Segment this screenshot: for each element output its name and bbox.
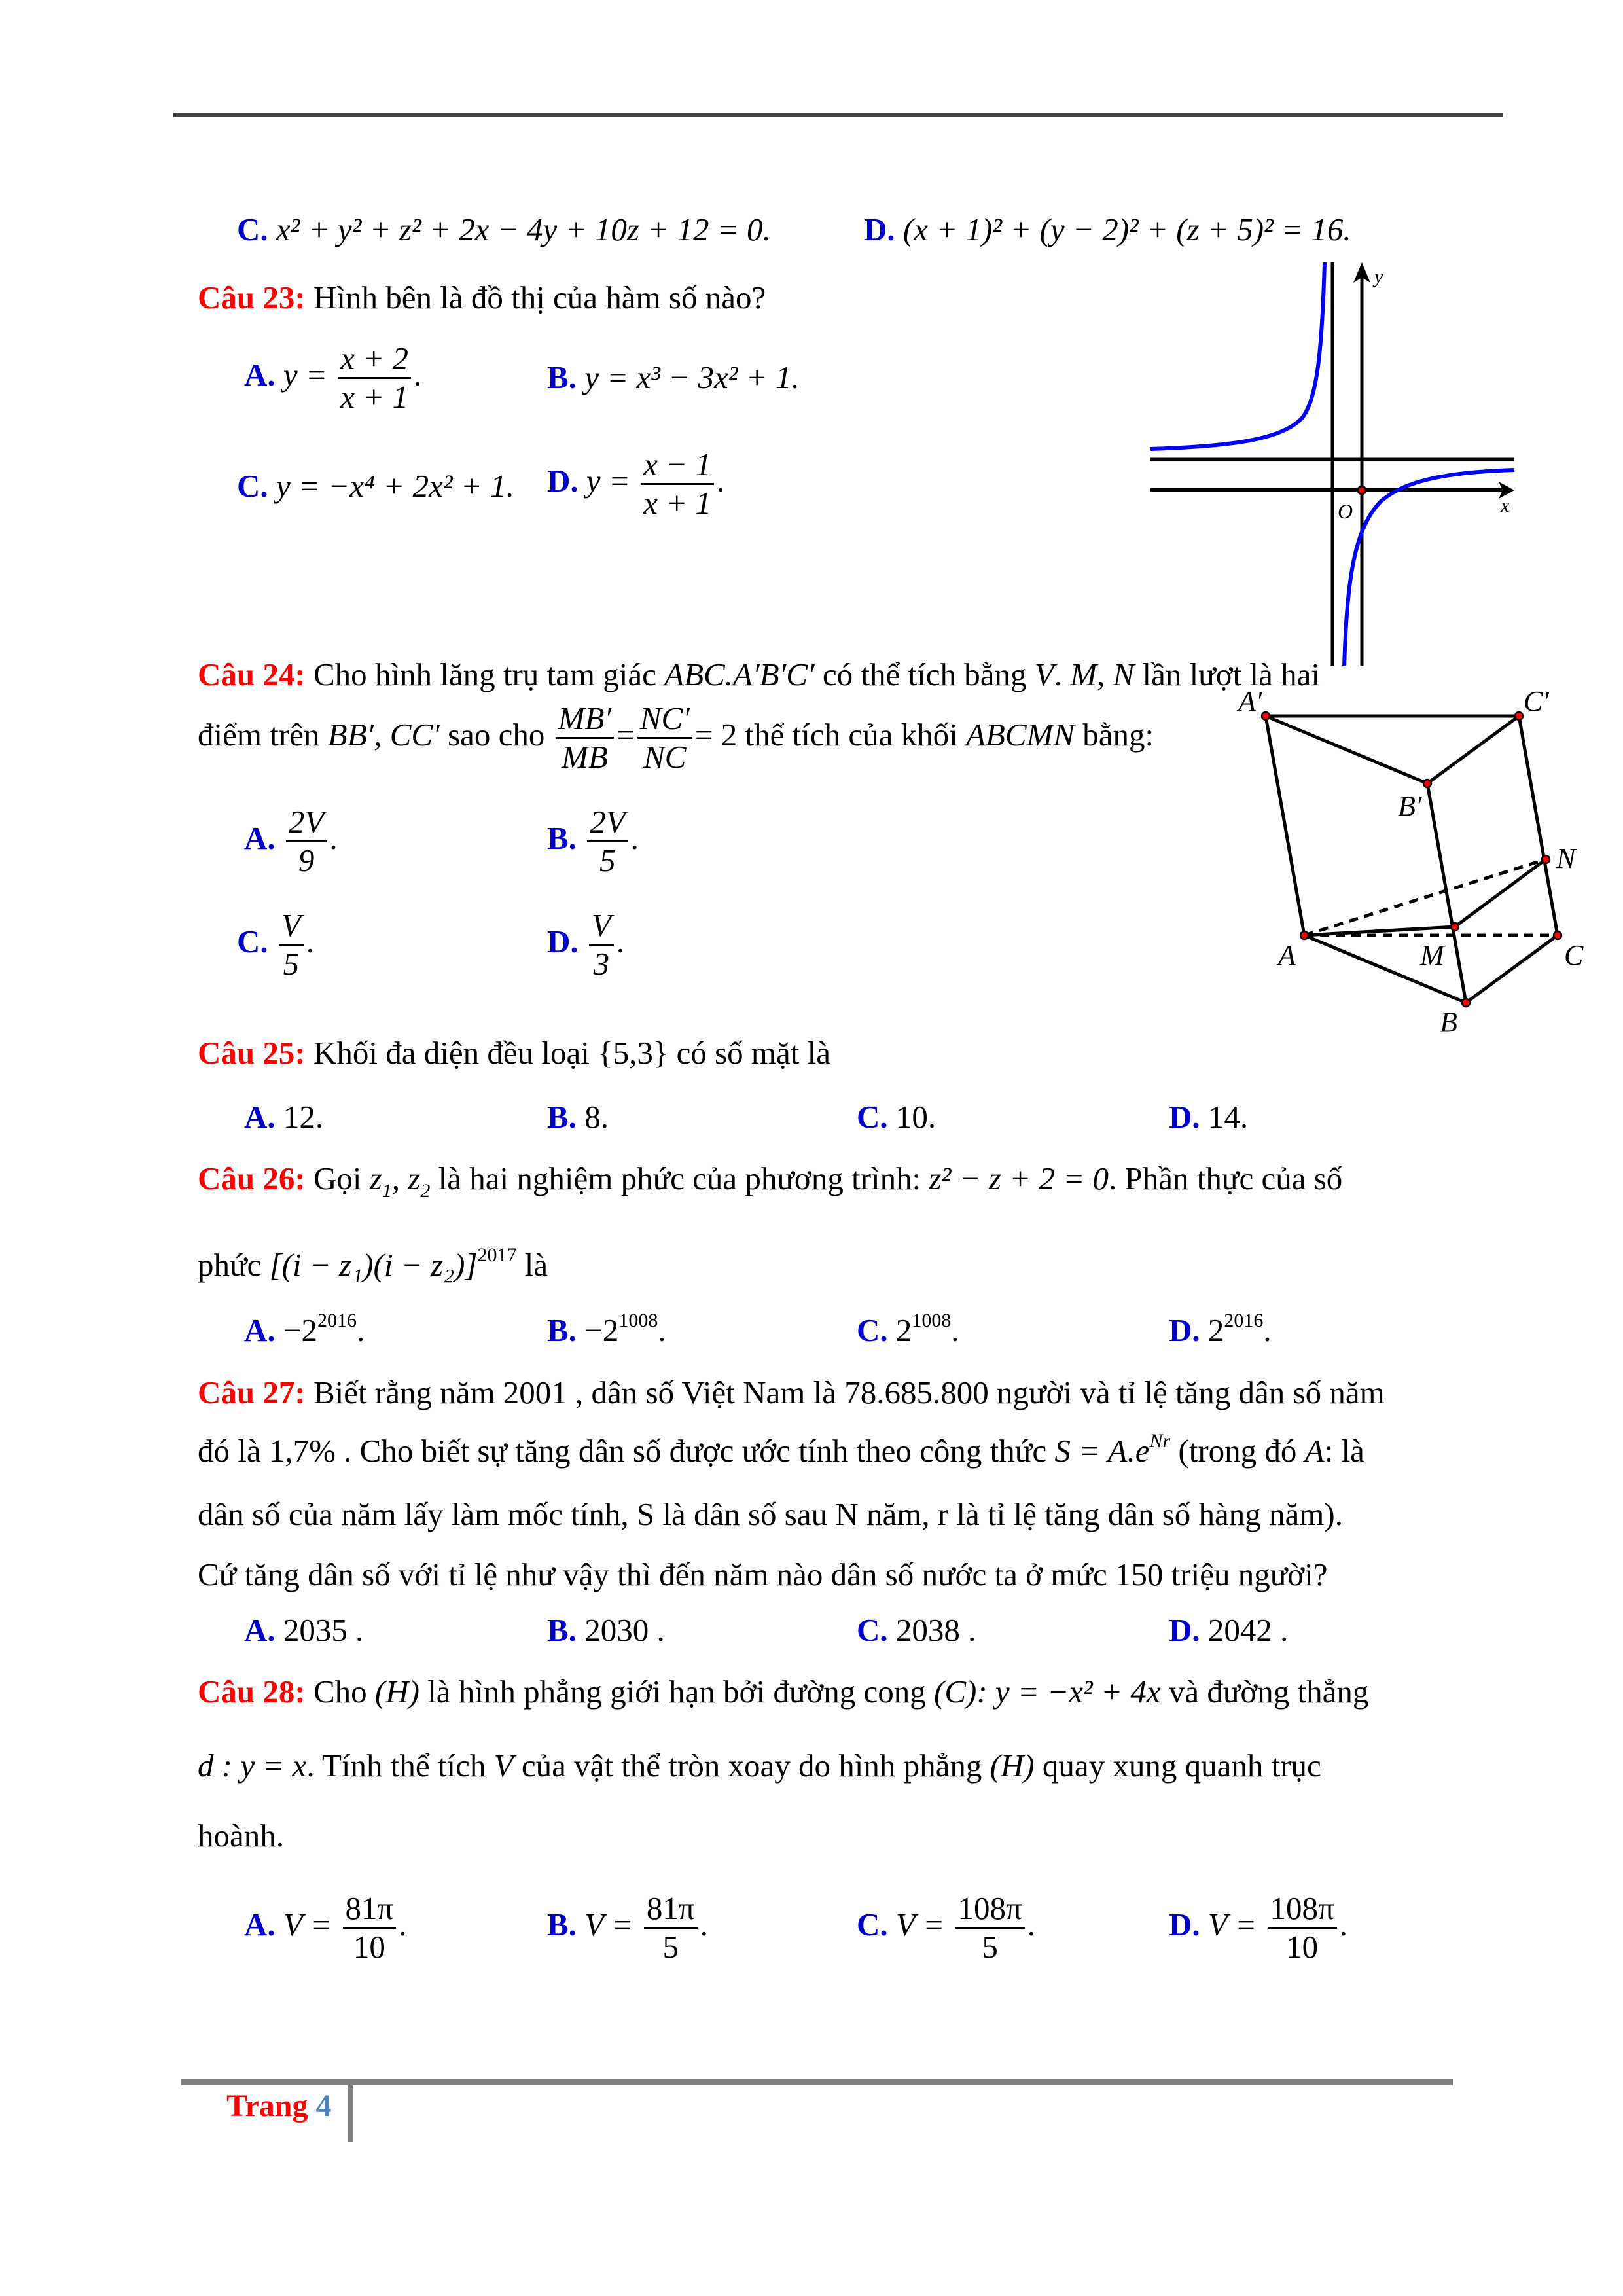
option-fraction xyxy=(279,907,304,983)
option-label: A. xyxy=(244,820,276,857)
curve-right-branch xyxy=(1344,470,1514,666)
question-text: . Phần thực của số xyxy=(1109,1160,1343,1196)
q27-option-d xyxy=(1169,1614,1288,1646)
math-solid: ABCMN xyxy=(965,717,1075,753)
question-text: phức xyxy=(198,1247,262,1283)
question-label: Câu 24: xyxy=(198,656,306,692)
vertex-c-prime xyxy=(1515,712,1523,720)
option-fraction xyxy=(955,1890,1025,1966)
fraction-numerator: MB′ xyxy=(556,700,614,739)
q23-option-a xyxy=(244,340,421,416)
math-n: N xyxy=(1113,656,1135,692)
fraction-numerator: 81π xyxy=(343,1890,397,1929)
fraction-denominator: 5 xyxy=(662,1929,679,1965)
q26-stem-line2 xyxy=(198,1244,548,1283)
math-h: (H) xyxy=(374,1674,419,1710)
page-number xyxy=(226,2088,331,2124)
option-value: 8. xyxy=(584,1099,609,1135)
label-m: M xyxy=(1420,939,1444,971)
label-b-prime: B′ xyxy=(1398,790,1422,822)
page-value: 4 xyxy=(315,2089,332,2123)
math-line-d: d : y = x xyxy=(198,1748,307,1784)
math-roots: $z_1$, $z_2$ xyxy=(369,1160,431,1202)
vertex-a xyxy=(1300,931,1308,939)
option-label: D. xyxy=(864,211,895,247)
question-text: điểm trên xyxy=(198,717,320,753)
option-label: D. xyxy=(1169,1907,1200,1943)
q23-option-b xyxy=(547,361,800,393)
math-a: A xyxy=(1304,1433,1325,1469)
option-base: 2 xyxy=(1207,1312,1224,1348)
vertex-a-prime xyxy=(1262,712,1270,720)
fraction-denominator: 10 xyxy=(1286,1929,1319,1965)
option-expr: y = −x⁴ + 2x² + 1. xyxy=(276,468,514,504)
q24-option-b: B. $\frac{2V}{5}$ . xyxy=(547,804,639,879)
option-label: C. xyxy=(237,468,268,504)
fraction-numerator: 108π xyxy=(1268,1890,1337,1929)
q23-stem xyxy=(198,281,766,314)
q25-option-d xyxy=(1169,1101,1248,1133)
option-expr: (x + 1)² + (y − 2)² + (z + 5)² = 16. xyxy=(902,211,1351,247)
label-c-prime: C′ xyxy=(1524,685,1549,717)
option-label: A. xyxy=(244,1612,276,1648)
fraction-denominator: 3 xyxy=(593,946,610,982)
math-v: V xyxy=(1034,656,1054,692)
math-var: V = xyxy=(1207,1907,1257,1943)
fraction-denominator: NC xyxy=(643,739,687,776)
var-z: z xyxy=(408,1160,421,1196)
q27-option-b xyxy=(547,1614,665,1646)
q26-option-b xyxy=(547,1310,666,1348)
option-label: D. xyxy=(1169,1099,1200,1135)
math-set: {5,3} xyxy=(597,1035,669,1071)
option-fraction xyxy=(641,446,714,522)
option-prefix: y = xyxy=(586,463,630,499)
punct: . xyxy=(658,1312,666,1348)
math-m: M xyxy=(1070,656,1097,692)
label-a: A xyxy=(1278,939,1296,971)
fraction-denominator: 5 xyxy=(982,1929,998,1965)
q27-stem-line4 xyxy=(198,1558,1328,1590)
q24-option-c: C. $\frac{V}{5}$ . xyxy=(237,907,315,982)
q26-stem-line1 xyxy=(198,1160,1343,1202)
q22-option-d xyxy=(864,213,1351,245)
question-label: Câu 23: xyxy=(198,279,306,315)
q27-stem-line1 xyxy=(198,1376,1385,1408)
punct: . xyxy=(1054,656,1062,692)
question-text: Cho xyxy=(313,1674,367,1710)
q28-option-a: A. V = $\frac{81\pi}{10}$ . xyxy=(244,1890,407,1965)
q28-option-d: D. V = $\frac{108\pi}{10}$ . xyxy=(1169,1890,1348,1965)
q23-function-graph xyxy=(1139,249,1558,681)
option-base: −2 xyxy=(283,1312,318,1348)
q26-option-a xyxy=(244,1310,365,1348)
fraction-numerator: x − 1 xyxy=(641,446,714,485)
label-c: C xyxy=(1564,939,1584,971)
superscript: 2016 xyxy=(1224,1310,1264,1331)
question-text: bằng: xyxy=(1082,717,1154,753)
option-value: 14. xyxy=(1207,1099,1249,1135)
ratio-fraction-1 xyxy=(556,700,614,776)
q28-stem-line2 xyxy=(198,1749,1321,1782)
math-curve: (C): y = −x² + 4x xyxy=(934,1674,1161,1710)
question-text: Biết rằng năm 2001 , dân số Việt Nam là 78.685.800 người và tỉ lệ tăng dân số năm xyxy=(313,1374,1385,1410)
option-value: 12. xyxy=(283,1099,324,1135)
option-label: B. xyxy=(547,1907,577,1943)
question-text: Gọi xyxy=(313,1160,362,1196)
fraction-denominator: x + 1 xyxy=(340,379,409,416)
option-label: A. xyxy=(244,357,276,393)
option-label: D. xyxy=(1169,1612,1200,1648)
option-value: 10. xyxy=(895,1099,936,1135)
option-label: B. xyxy=(547,820,577,857)
point-m xyxy=(1451,923,1459,931)
fraction-numerator: 2V xyxy=(587,804,628,842)
origin-label: O xyxy=(1338,499,1353,523)
fraction-denominator: 10 xyxy=(353,1929,385,1965)
math-edges: BB′, CC′ xyxy=(327,717,440,753)
q23-option-c xyxy=(237,470,514,502)
q24-stem-line1 xyxy=(198,658,1320,691)
option-fraction xyxy=(338,340,411,416)
option-label: B. xyxy=(547,1312,577,1348)
option-value: 2030 . xyxy=(584,1612,665,1648)
question-text: hoành. xyxy=(198,1818,284,1854)
math-var: V = xyxy=(584,1907,633,1943)
question-text: . Tính thể tích xyxy=(306,1748,486,1784)
math-expression: [(i − z₁)(i − z₂)] xyxy=(269,1247,478,1283)
question-text: có thể tích bằng xyxy=(822,656,1027,692)
option-label: C. xyxy=(857,1312,888,1348)
question-text: của vật thể tròn xoay do hình phẳng xyxy=(521,1748,982,1784)
q24-option-a: A. $\frac{2V}{9}$ . xyxy=(244,804,338,879)
question-text: (trong đó xyxy=(1178,1433,1297,1469)
fraction-numerator: V xyxy=(279,907,304,946)
superscript: 1008 xyxy=(618,1310,658,1331)
option-label: B. xyxy=(547,1612,577,1648)
option-suffix: . xyxy=(717,463,725,499)
option-label: A. xyxy=(244,1099,276,1135)
math-var: V = xyxy=(895,1907,945,1943)
option-value: 2042 . xyxy=(1207,1612,1289,1648)
question-text: Khối đa diện đều loại xyxy=(313,1035,590,1071)
ratio-value: = 2 xyxy=(694,717,738,753)
option-label: B. xyxy=(547,359,577,395)
question-label: Câu 25: xyxy=(198,1035,306,1071)
question-text: quay xung quanh trục xyxy=(1042,1748,1321,1784)
q23-option-d xyxy=(547,446,724,522)
punct: . xyxy=(951,1312,959,1348)
option-prefix: y = xyxy=(283,357,327,393)
fraction-numerator: NC′ xyxy=(637,700,692,739)
q26-option-d xyxy=(1169,1310,1272,1348)
superscript: Nr xyxy=(1149,1430,1171,1452)
label-n: N xyxy=(1556,842,1576,874)
question-text: Hình bên là đồ thị của hàm số nào? xyxy=(313,279,766,315)
q25-option-a xyxy=(244,1101,323,1133)
superscript: 2017 xyxy=(477,1244,517,1266)
option-label: C. xyxy=(857,1099,888,1135)
option-expr: y = x³ − 3x² + 1. xyxy=(584,359,800,395)
ratio-fraction-2 xyxy=(637,700,692,776)
page-label: Trang xyxy=(226,2089,308,2123)
question-text: là hai nghiệm phức của phương trình: xyxy=(438,1160,921,1196)
question-text: sao cho xyxy=(448,717,545,753)
question-text: Cho hình lăng trụ tam giác xyxy=(313,656,656,692)
q27-stem-line3 xyxy=(198,1498,1343,1530)
math-v: V xyxy=(493,1748,514,1784)
question-text: Cứ tăng dân số với tỉ lệ như vậy thì đến năm nào dân số nước ta ở mức 150 triệu người? xyxy=(198,1556,1328,1592)
fraction-numerator: 108π xyxy=(955,1890,1025,1929)
option-label: A. xyxy=(244,1312,276,1348)
origin-point xyxy=(1358,486,1366,494)
option-value: 2035 . xyxy=(283,1612,364,1648)
q22-option-c xyxy=(237,213,771,245)
superscript: 1008 xyxy=(912,1310,952,1331)
var-z: z xyxy=(369,1160,382,1196)
math-h: (H) xyxy=(990,1748,1035,1784)
fraction-denominator: x + 1 xyxy=(643,485,712,522)
option-label: B. xyxy=(547,1099,577,1135)
option-fraction xyxy=(286,804,327,880)
q25-option-c xyxy=(857,1101,936,1133)
x-axis-label: x xyxy=(1501,495,1510,516)
option-fraction xyxy=(587,804,628,880)
fraction-numerator: V xyxy=(589,907,614,946)
question-text: lần lượt là hai xyxy=(1142,656,1320,692)
option-fraction xyxy=(589,907,614,983)
option-label: D. xyxy=(1169,1312,1200,1348)
option-label: D. xyxy=(547,463,579,499)
option-label: C. xyxy=(857,1907,888,1943)
option-expr: x² + y² + z² + 2x − 4y + 10z + 12 = 0. xyxy=(276,211,771,247)
y-axis-label: y xyxy=(1374,266,1383,287)
label-a-prime: A′ xyxy=(1238,685,1262,717)
option-label: C. xyxy=(237,924,268,960)
fraction-denominator: 9 xyxy=(298,842,315,879)
question-text: : là xyxy=(1324,1433,1364,1469)
fraction-numerator: 2V xyxy=(286,804,327,842)
q28-option-c: C. V = $\frac{108\pi}{5}$ . xyxy=(857,1890,1036,1965)
q24-stem-line2: điểm trên BB′, CC′ sao cho $\frac{MB'}{MB}$ = $\frac{NC'}{NC}$ = 2 thể tích của khối ABCMN bằng: xyxy=(198,700,1154,776)
subscript: 1 xyxy=(382,1180,392,1202)
question-label: Câu 26: xyxy=(198,1160,306,1196)
math-equation: z² − z + 2 = 0 xyxy=(929,1160,1109,1196)
superscript: 2016 xyxy=(317,1310,357,1331)
q27-option-c xyxy=(857,1614,976,1646)
math-var: V = xyxy=(283,1907,332,1943)
vertex-b-prime xyxy=(1423,780,1431,787)
footer-divider xyxy=(348,2085,353,2142)
option-suffix: . xyxy=(414,357,422,393)
option-label: C. xyxy=(237,211,268,247)
vertex-c xyxy=(1554,931,1561,939)
question-text: là hình phẳng giới hạn bởi đường cong xyxy=(427,1674,926,1710)
punct: , xyxy=(1097,656,1105,692)
question-text: đó là 1,7% . Cho biết sự tăng dân số được ước tính theo công thức xyxy=(198,1433,1047,1469)
q27-stem-line2 xyxy=(198,1430,1364,1469)
punct: . xyxy=(357,1312,365,1348)
q24-option-d: D. $\frac{V}{3}$ . xyxy=(547,907,625,982)
math-formula: S = A.e xyxy=(1054,1433,1150,1469)
q28-stem-line1 xyxy=(198,1676,1368,1708)
question-text: và đường thẳng xyxy=(1168,1674,1369,1710)
question-text: là xyxy=(524,1247,548,1283)
option-label: A. xyxy=(244,1907,276,1943)
point-n xyxy=(1542,855,1550,863)
q28-option-b: B. V = $\frac{81\pi}{5}$ . xyxy=(547,1890,708,1965)
footer-rule xyxy=(181,2079,1453,2085)
subscript: 2 xyxy=(420,1180,431,1202)
option-base: 2 xyxy=(895,1312,912,1348)
fraction-denominator: 5 xyxy=(599,842,616,879)
option-fraction xyxy=(343,1890,397,1966)
q24-prism-figure xyxy=(1230,681,1597,1100)
option-fraction xyxy=(644,1890,698,1966)
vertex-b xyxy=(1462,999,1470,1007)
question-text: có số mặt là xyxy=(676,1035,831,1071)
question-label: Câu 28: xyxy=(198,1674,306,1710)
fraction-numerator: 81π xyxy=(644,1890,698,1929)
fraction-denominator: 5 xyxy=(283,946,300,982)
q27-option-a xyxy=(244,1614,363,1646)
punct: . xyxy=(1263,1312,1272,1348)
option-label: C. xyxy=(857,1612,888,1648)
option-label: D. xyxy=(547,924,579,960)
option-base: −2 xyxy=(584,1312,619,1348)
q26-option-c xyxy=(857,1310,959,1348)
q25-option-b xyxy=(547,1101,609,1133)
curve-left-branch xyxy=(1150,262,1325,449)
option-fraction xyxy=(1268,1890,1337,1966)
question-text: dân số của năm lấy làm mốc tính, S là dân số sau N năm, r là tỉ lệ tăng dân số hàng năm). xyxy=(198,1496,1343,1532)
q28-stem-line3 xyxy=(198,1820,284,1852)
label-b: B xyxy=(1440,1006,1457,1038)
fraction-denominator: MB xyxy=(562,739,608,776)
q25-stem xyxy=(198,1037,830,1069)
question-label: Câu 27: xyxy=(198,1374,306,1410)
option-value: 2038 . xyxy=(895,1612,976,1648)
fraction-numerator: x + 2 xyxy=(338,340,411,379)
question-text: thể tích của khối xyxy=(745,717,958,753)
header-rule xyxy=(173,113,1503,117)
math-prism: ABC.A′B′C′ xyxy=(664,656,815,692)
